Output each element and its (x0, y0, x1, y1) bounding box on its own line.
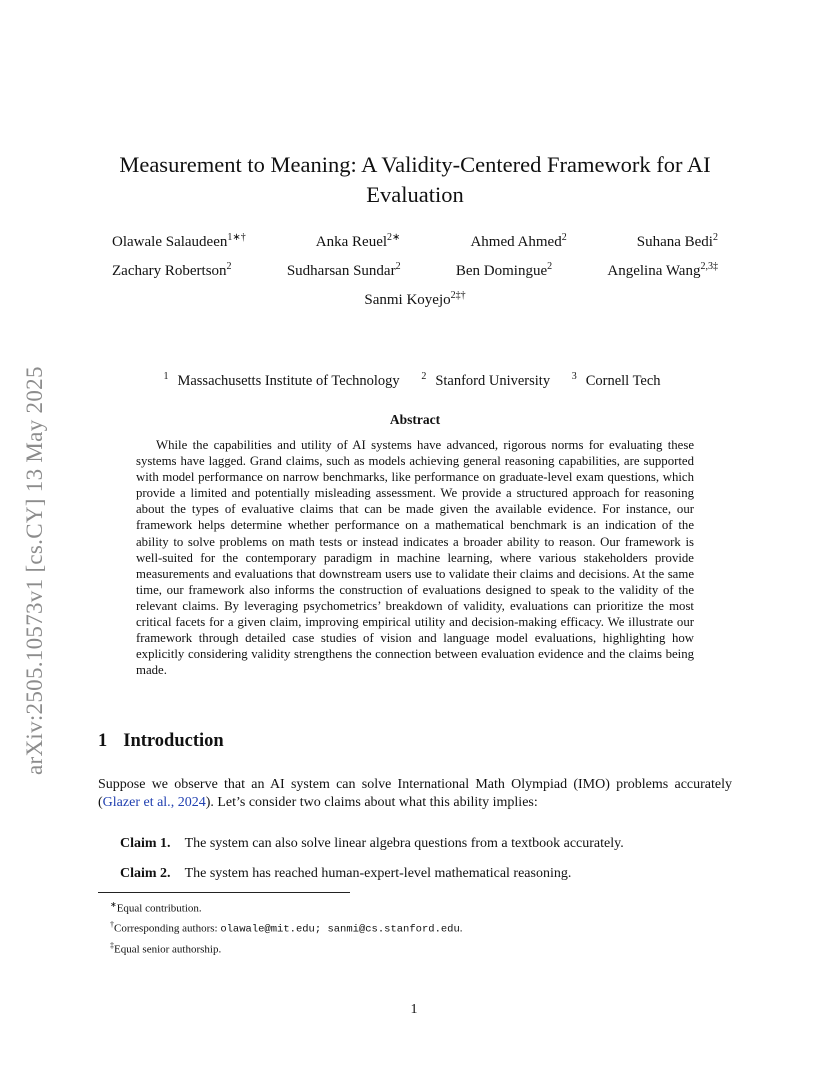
affiliation: $^1$ Massachusetts Institute of Technology (163, 371, 400, 389)
abstract-heading: Abstract (389, 412, 441, 427)
citation-link[interactable]: Glazer et al., 2024 (102, 795, 206, 810)
paper-title: Measurement to Meaning: A Validity-Centered Framework for AI Evaluation (119, 152, 711, 207)
claim-label: Claim 2. (120, 866, 171, 881)
intro-paragraph: Suppose we observe that an AI system can solve International Math Olympiad (IMO) problems accurately (Glazer et al., 2024). Let’s consider two claims about what this ability implies: (98, 777, 732, 810)
footnotes (110, 897, 463, 958)
footnote: ‡Equal senior authorship. (110, 941, 222, 956)
page-number: 1 (410, 1002, 418, 1017)
author: Zachary Robertson$^2$ (112, 261, 232, 279)
contact-emails[interactable]: olawale@mit.edu; sanmi@cs.stanford.edu (220, 923, 460, 936)
claim-1 (120, 836, 624, 852)
section-title: Introduction (123, 731, 224, 751)
claim-2 (120, 866, 571, 882)
affiliation: $^3$ Cornell Tech (571, 371, 661, 389)
abstract-body: While the capabilities and utility of AI systems have advanced, rigorous norms for evaluating these systems have lagged. Grand claims, such as models achieving general reasoning capabilities, are supported with model performance on narrow benchmarks, like performance on graduate-level exam questions, which provide a limited and potentially misleading assessment. We provide a structured approach for reasoning about the types of evaluative claims that can be made given the available evidence. For instance, our framework helps determine whether performance on a mathematical benchmark is an indication of the ability to solve problems on math tests or instead indicates a broader ability to reason. Our framework is well-suited for the contemporary paradigm in machine learning, where various stakeholders provide measurements and evaluations that downstream users use to validate their claims and decisions. At the same time, our framework also informs the construction of evaluations designed to speak to the validity of the relevant claims. By leveraging psychometrics’ breakdown of validity, evaluations can prioritize the most critical facets for a given claim, improving empirical utility and decision-making efficacy. We illustrate our framework through detailed case studies of vision and language model evaluations, highlighting how explicitly considering validity strengthens the connection between evaluation evidence and the claims being made. (136, 438, 694, 678)
section-number: 1 (98, 731, 108, 751)
section-heading (98, 731, 224, 752)
affiliation: $^2$ Stanford University (421, 371, 551, 389)
author: Angelina Wang$^{2,3\ddagger}$ (607, 261, 718, 279)
author: Sudharsan Sundar$^2$ (286, 261, 401, 279)
arxiv-identifier: arXiv:2505.10573v1 [cs.CY] 13 May 2025 (22, 366, 47, 775)
claim-text: The system has reached human-expert-level mathematical reasoning. (184, 866, 572, 881)
footnote: ∗Equal contribution. (110, 900, 202, 915)
author: Ben Domingue$^2$ (455, 261, 553, 279)
author-list (100, 232, 730, 319)
author: Ahmed Ahmed$^2$ (470, 232, 567, 250)
author: Sanmi Koyejo$^{2\ddagger\dagger}$ (364, 290, 466, 308)
footnote-divider (98, 892, 350, 893)
author-row (100, 290, 730, 309)
affiliations (100, 371, 730, 390)
author-row (100, 261, 730, 280)
author: Suhana Bedi$^2$ (636, 232, 718, 250)
author: Anka Reuel$^{2∗}$ (315, 232, 401, 250)
footnote: †Corresponding authors: olawale@mit.edu; sanmi@cs.stanford.edu. (110, 920, 463, 936)
author-row (100, 232, 730, 251)
claim-text: The system can also solve linear algebra questions from a textbook accurately. (184, 836, 624, 851)
claim-label: Claim 1. (120, 836, 171, 851)
author: Olawale Salaudeen$^{1∗\dagger}$ (112, 232, 246, 250)
